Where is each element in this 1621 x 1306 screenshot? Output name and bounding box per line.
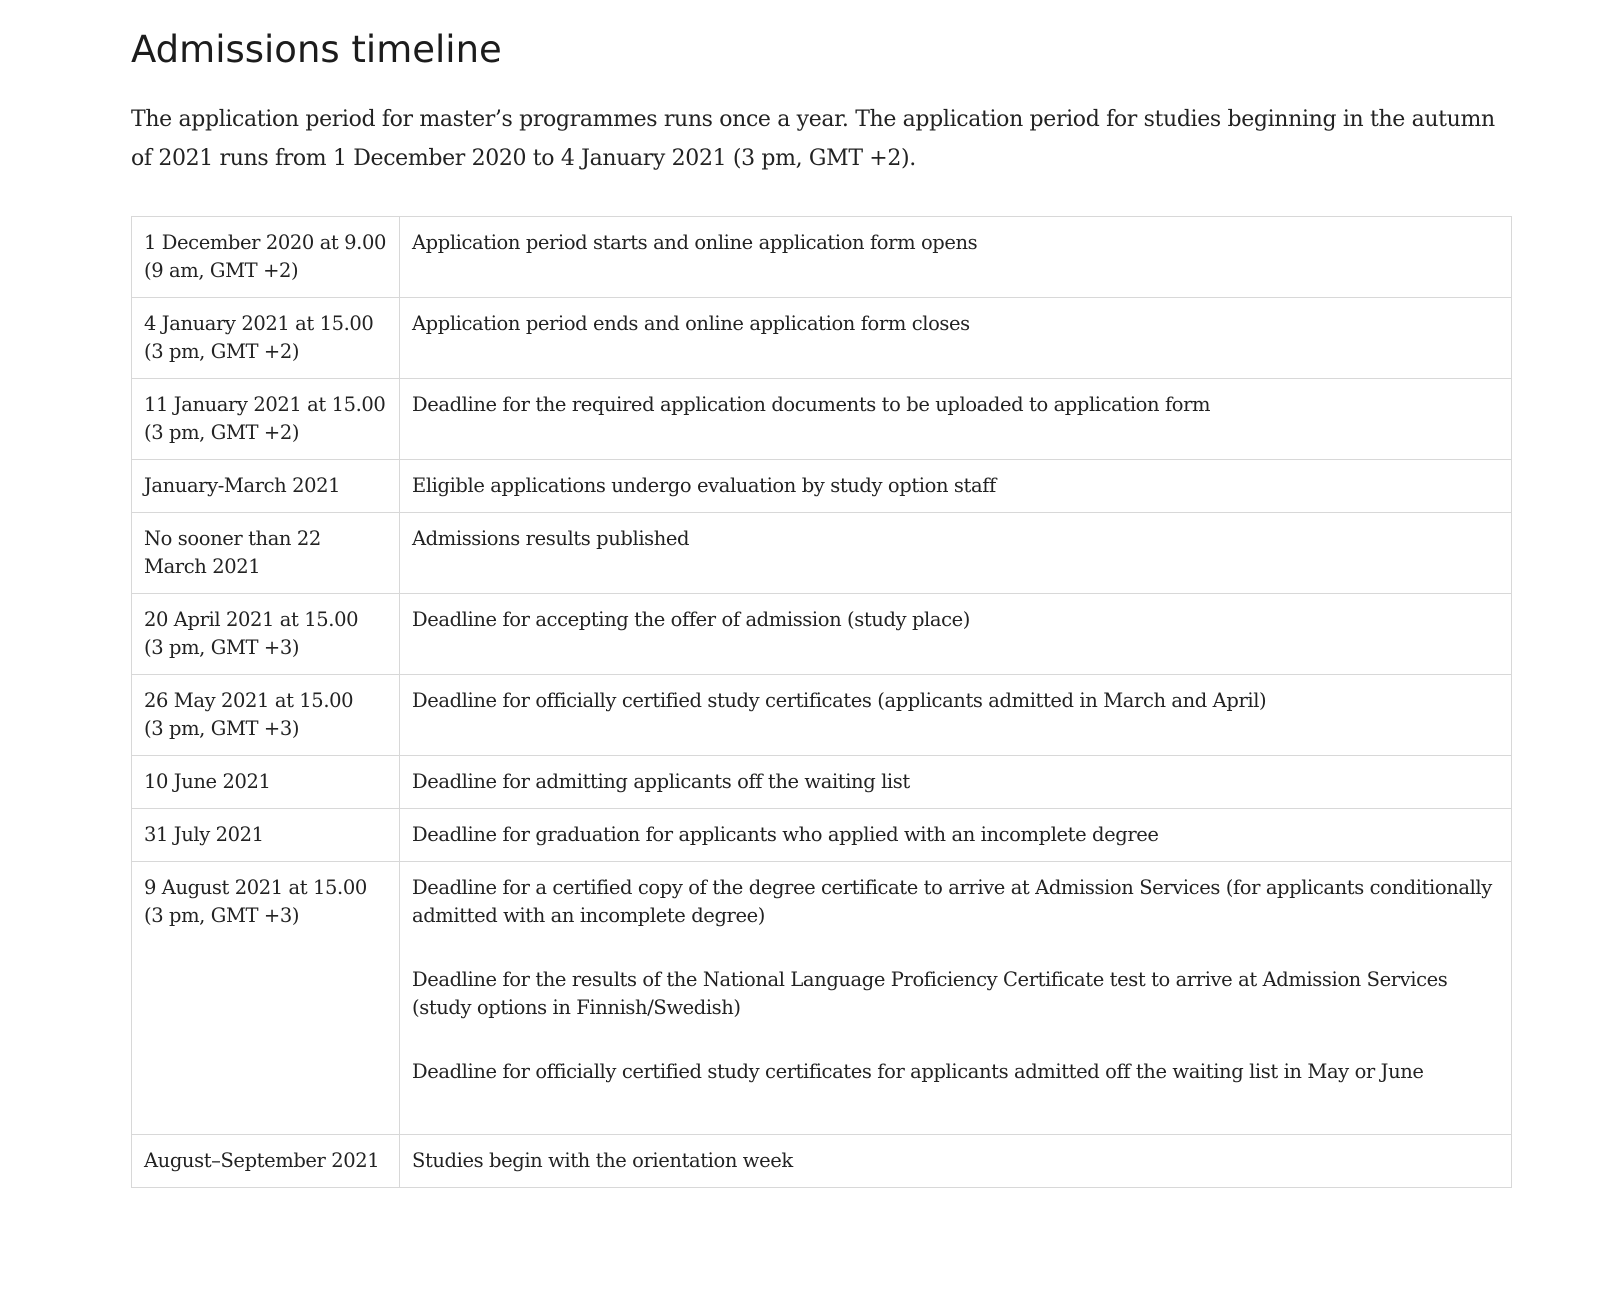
event-text: Deadline for graduation for applicants who applied with an incomplete degree xyxy=(412,823,1159,846)
table-row xyxy=(132,298,1512,379)
event-text: Deadline for the results of the National Language Proficiency Certificate test to arrive at Admission Services (study options in Finnish/Swedish) xyxy=(412,968,1448,1019)
event-text: Deadline for officially certified study certificates (applicants admitted in March and April) xyxy=(412,689,1267,712)
date-cell xyxy=(132,217,400,298)
event-text: Application period starts and online application form opens xyxy=(412,231,978,254)
date-cell xyxy=(132,379,400,460)
table-row xyxy=(132,379,1512,460)
table-row xyxy=(132,756,1512,809)
main-content xyxy=(131,0,1511,1188)
date-line: (3 pm, GMT +3) xyxy=(144,717,300,740)
date-line: (9 am, GMT +2) xyxy=(144,259,299,282)
date-line: 20 April 2021 at 15.00 xyxy=(144,608,359,631)
event-cell xyxy=(400,594,1512,675)
event-text: Studies begin with the orientation week xyxy=(412,1149,793,1172)
date-cell xyxy=(132,756,400,809)
date-cell xyxy=(132,298,400,379)
event-cell xyxy=(400,460,1512,513)
event-text: Deadline for admitting applicants off the waiting list xyxy=(412,770,910,793)
date-cell xyxy=(132,862,400,1135)
date-line: (3 pm, GMT +2) xyxy=(144,421,300,444)
event-cell xyxy=(400,379,1512,460)
date-line: August–September 2021 xyxy=(144,1149,380,1172)
event-cell xyxy=(400,809,1512,862)
date-cell xyxy=(132,1135,400,1188)
date-cell xyxy=(132,460,400,513)
date-line: January-March 2021 xyxy=(144,474,341,497)
date-cell xyxy=(132,675,400,756)
date-line: (3 pm, GMT +2) xyxy=(144,340,300,363)
event-cell xyxy=(400,298,1512,379)
table-row xyxy=(132,460,1512,513)
date-line: No sooner than 22 March 2021 xyxy=(144,527,321,578)
event-text: Deadline for officially certified study certificates for applicants admitted off the waiting list in May or June xyxy=(412,1060,1424,1083)
date-line: 10 June 2021 xyxy=(144,770,271,793)
event-text: Application period ends and online application form closes xyxy=(412,312,970,335)
timeline-table-body xyxy=(132,217,1512,1188)
event-text: Deadline for the required application documents to be uploaded to application form xyxy=(412,393,1211,416)
event-cell xyxy=(400,675,1512,756)
date-cell xyxy=(132,594,400,675)
event-cell xyxy=(400,1135,1512,1188)
event-text: Deadline for accepting the offer of admission (study place) xyxy=(412,608,970,631)
date-line: 9 August 2021 at 15.00 xyxy=(144,876,367,899)
date-line: 11 January 2021 at 15.00 xyxy=(144,393,386,416)
date-line: 4 January 2021 at 15.00 xyxy=(144,312,374,335)
date-line: (3 pm, GMT +3) xyxy=(144,636,300,659)
event-cell xyxy=(400,862,1512,1135)
table-row xyxy=(132,594,1512,675)
date-line: 1 December 2020 at 9.00 xyxy=(144,231,386,254)
table-row xyxy=(132,675,1512,756)
intro-paragraph: The application period for master’s programmes runs once a year. The application period for studies beginning in the autumn of 2021 runs from 1 December 2020 to 4 January 2021 (3 pm, GMT +2). xyxy=(131,107,1495,171)
event-cell xyxy=(400,756,1512,809)
table-row xyxy=(132,862,1512,1135)
event-text: Eligible applications undergo evaluation by study option staff xyxy=(412,474,996,497)
table-row xyxy=(132,217,1512,298)
event-text: Admissions results published xyxy=(412,527,690,550)
date-cell xyxy=(132,513,400,594)
page-title: Admissions timeline xyxy=(131,28,502,71)
timeline-table xyxy=(131,216,1512,1188)
event-cell xyxy=(400,217,1512,298)
date-line: 31 July 2021 xyxy=(144,823,264,846)
event-text: Deadline for a certified copy of the degree certificate to arrive at Admission Services (for applicants conditionally admitted with an incomplete degree) xyxy=(412,876,1492,927)
table-row xyxy=(132,513,1512,594)
date-line: (3 pm, GMT +3) xyxy=(144,904,300,927)
table-row xyxy=(132,1135,1512,1188)
date-line: 26 May 2021 at 15.00 xyxy=(144,689,354,712)
event-cell xyxy=(400,513,1512,594)
table-row xyxy=(132,809,1512,862)
date-cell xyxy=(132,809,400,862)
